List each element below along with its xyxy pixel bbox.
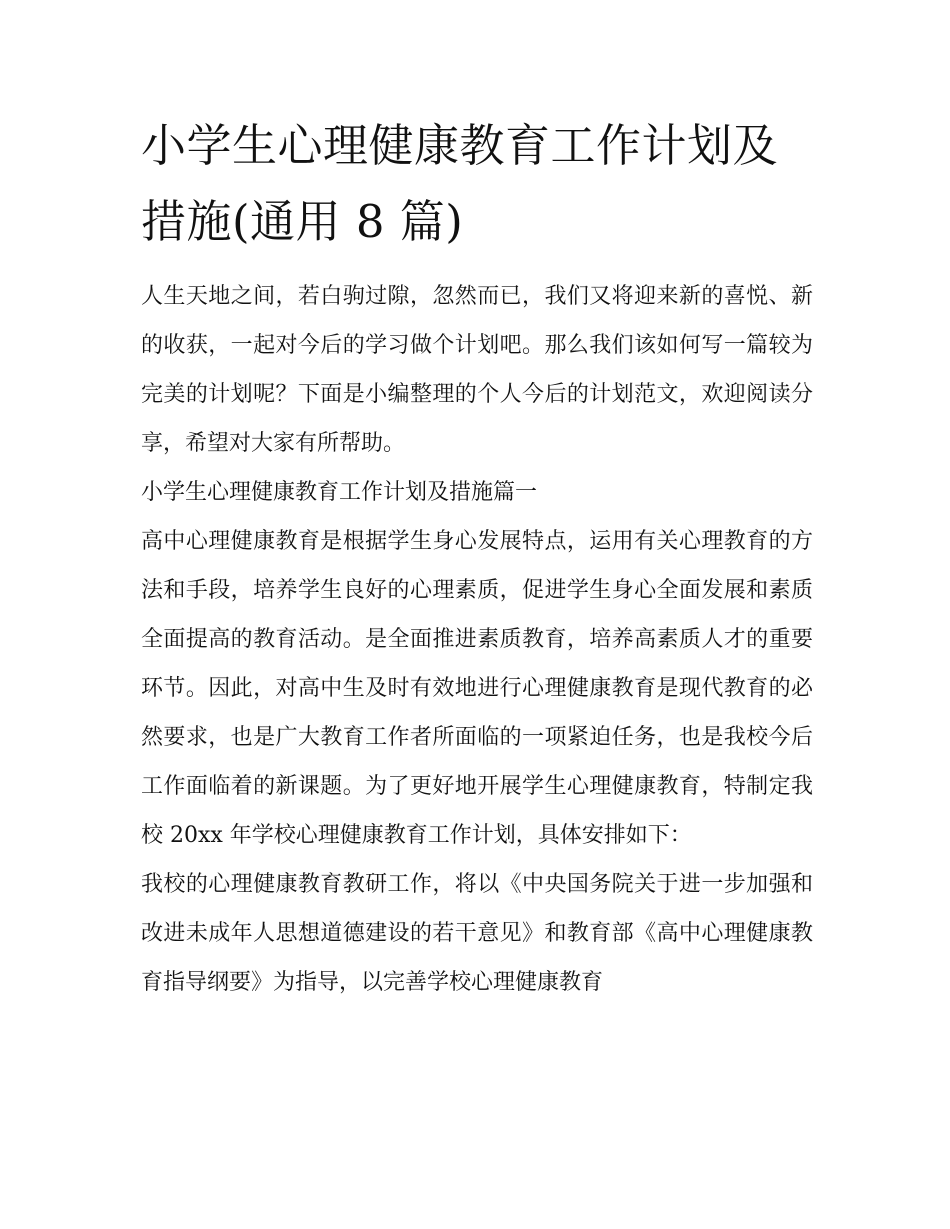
- document-page: [141, 108, 813, 1007]
- section-heading: 小学生心理健康教育工作计划及措施篇一: [141, 480, 538, 505]
- intro-paragraph: 人生天地之间，若白驹过隙，忽然而已，我们又将迎来新的喜悦、新的收获，一起对今后的学习做个计划吧。那么我们该如何写一篇较为完美的计划呢？下面是小编整理的个人今后的计划范文，欢迎阅读分享，希望对大家有所帮助。: [141, 284, 813, 456]
- document-title: 小学生心理健康教育工作计划及措施(通用 8 篇): [141, 119, 779, 248]
- body-paragraph-1: 高中心理健康教育是根据学生身心发展特点，运用有关心理教育的方法和手段，培养学生良好的心理素质，促进学生身心全面发展和素质全面提高的教育活动。是全面推进素质教育，培养高素质人才的重要环节。因此，对高中生及时有效地进行心理健康教育是现代教育的必然要求，也是广大教育工作者所面临的一项紧迫任务，也是我校今后工作面临着的新课题。为了更好地开展学生心理健康教育，特制定我校 20xx 年学校心理健康教育工作计划，具体安排如下：: [141, 529, 813, 848]
- body-paragraph-2: 我校的心理健康教育教研工作，将以《中央国务院关于进一步加强和改进未成年人思想道德建设的若干意见》和教育部《高中心理健康教育指导纲要》为指导，以完善学校心理健康教育: [141, 872, 813, 995]
- title-block: [141, 108, 813, 260]
